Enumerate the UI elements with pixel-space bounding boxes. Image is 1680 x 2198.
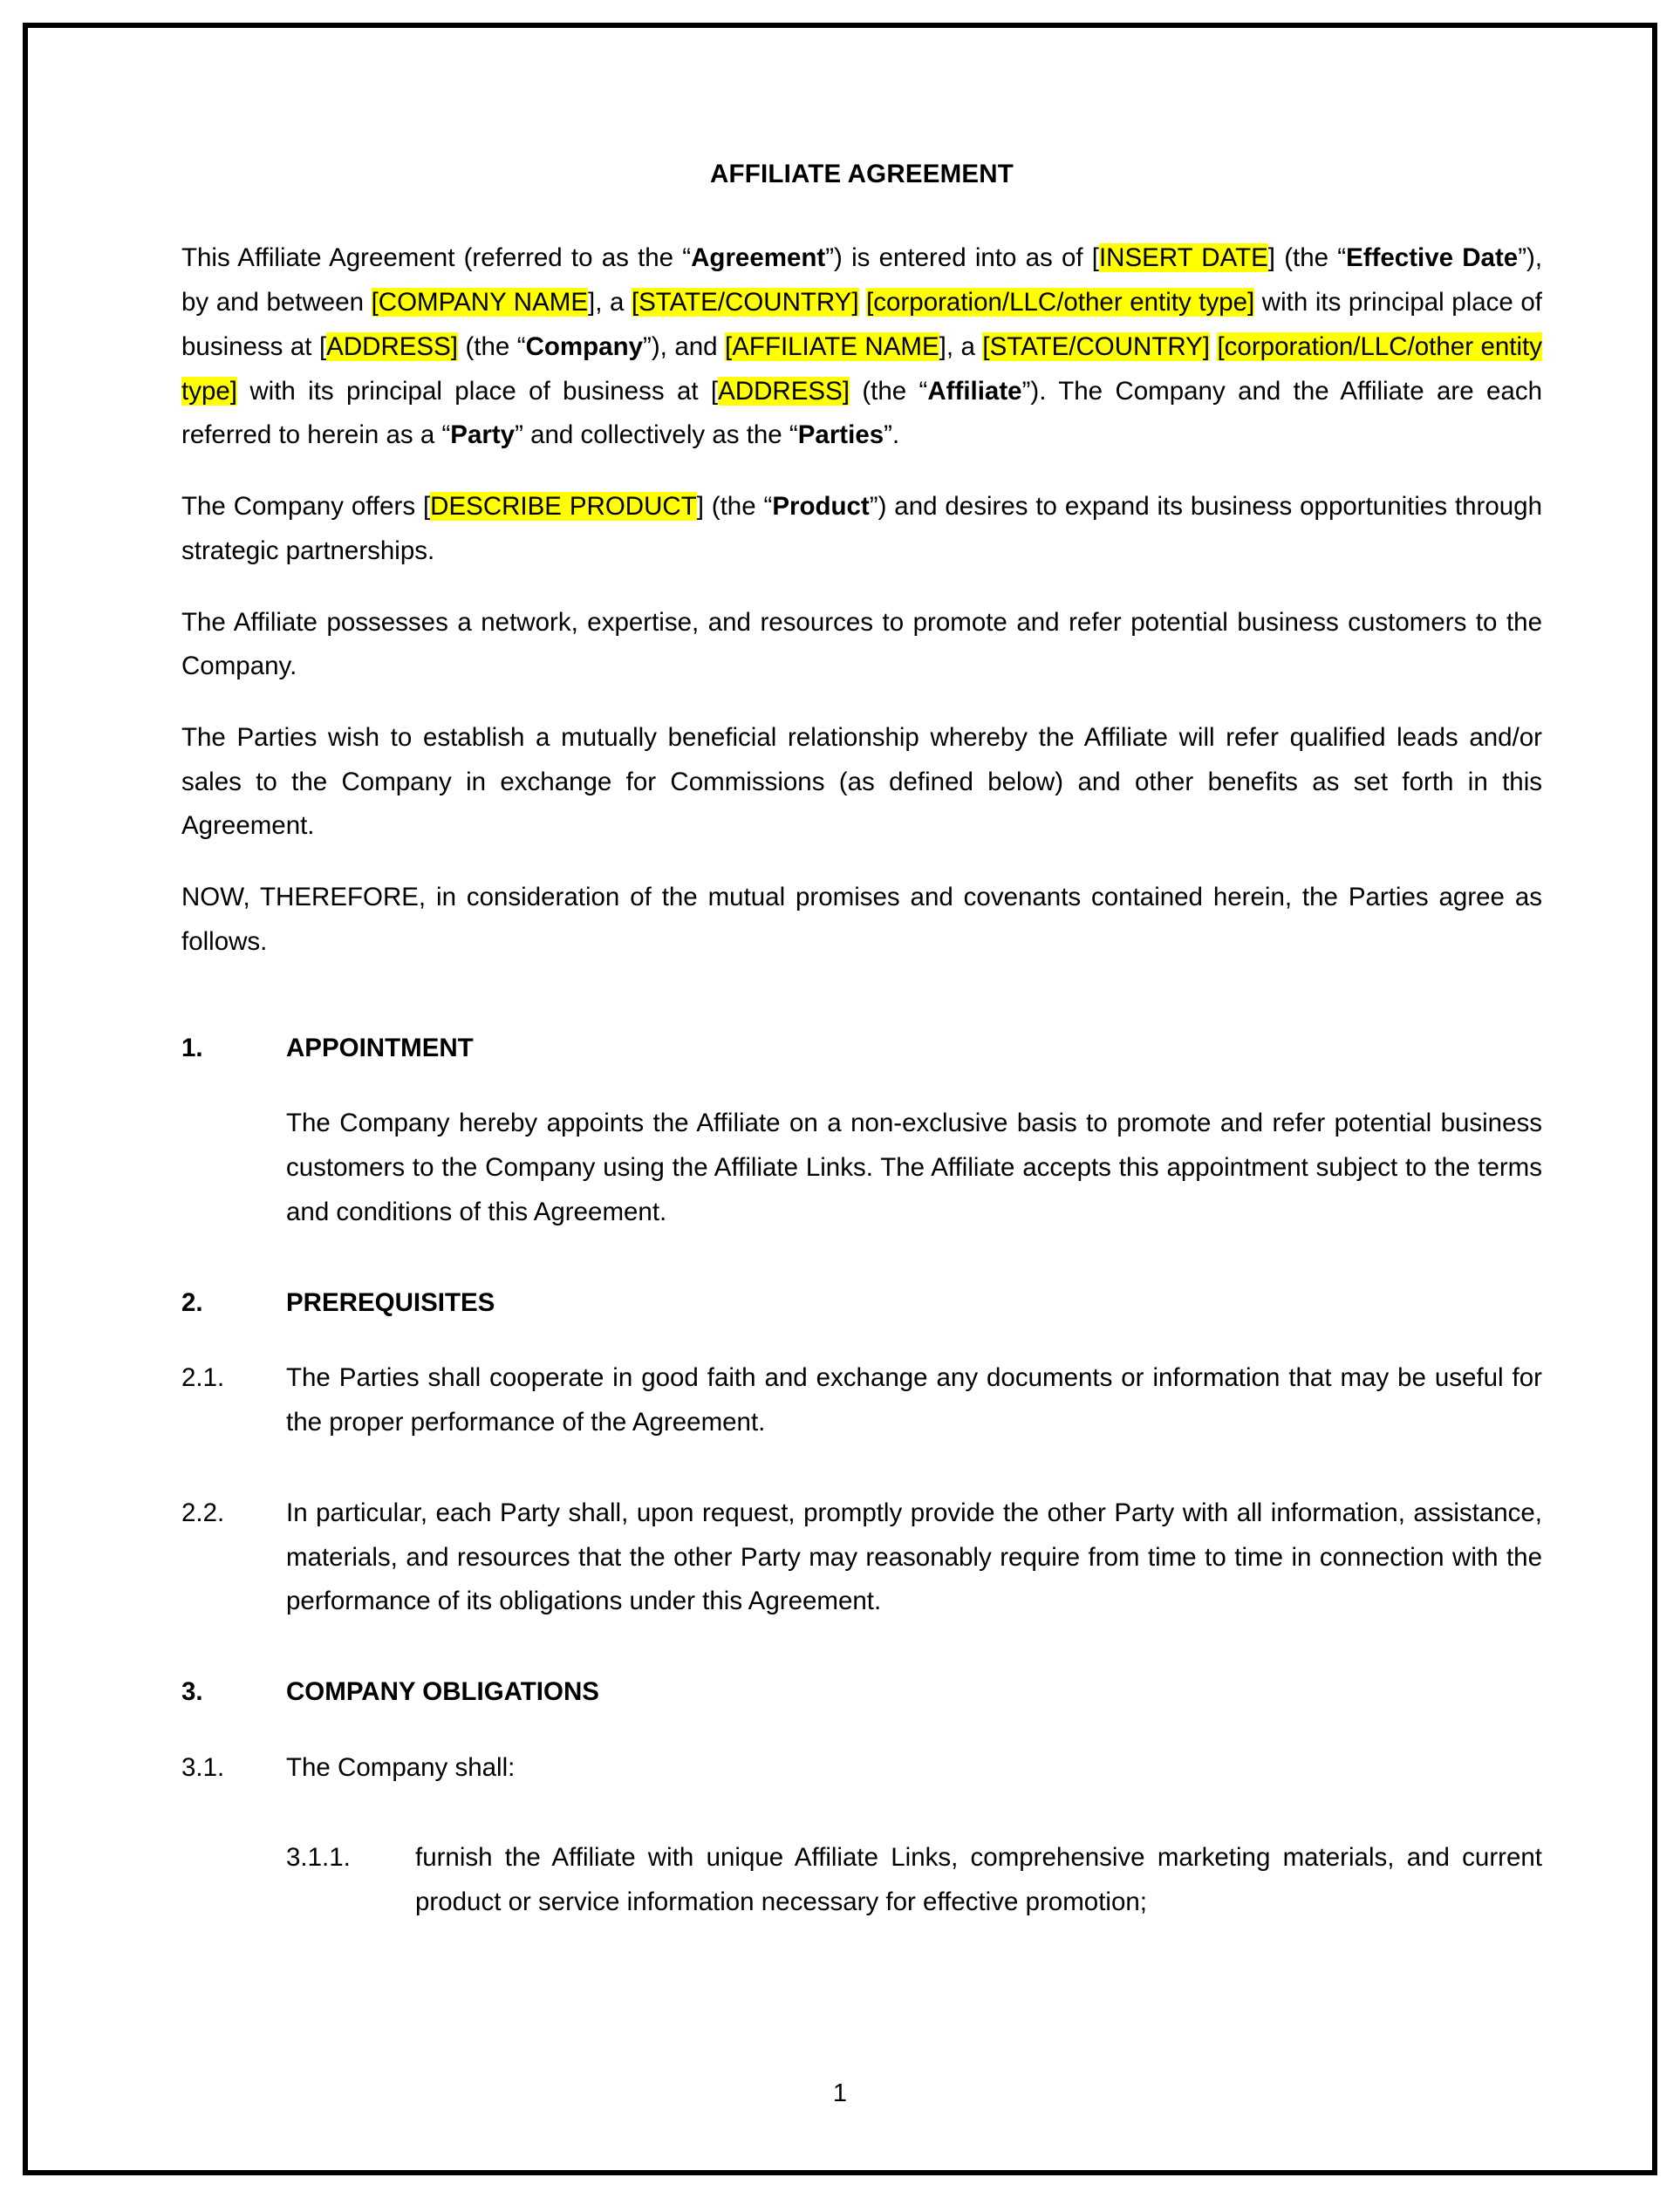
clause-spacer-1 <box>181 1082 1542 1102</box>
clause-heading-2 <box>181 1281 1542 1326</box>
clause-title-3: COMPANY OBLIGATIONS <box>286 1677 599 1707</box>
clause-number-2: 2. <box>181 1287 203 1317</box>
p1-seg-3: ] (the “ <box>1267 243 1347 273</box>
p1-seg-8: (the “ <box>458 331 526 361</box>
page-title: AFFILIATE AGREEMENT <box>710 160 1014 188</box>
page-number: 1 <box>832 2079 848 2107</box>
clause-item-number-2-1: 2.1. <box>181 1363 225 1393</box>
p1-seg-2: ”) is entered into as of [ <box>825 243 1099 273</box>
p2-seg-2: ] (the “ <box>696 492 773 522</box>
section-spacer-2 <box>181 1262 1542 1281</box>
clause-spacer-2 <box>181 1337 1542 1356</box>
clause-item-spacer-2-1 <box>181 1472 1542 1492</box>
p1-seg-5: ], a <box>588 288 632 317</box>
clause-title-2: PREREQUISITES <box>286 1287 495 1317</box>
p1-seg-6 <box>859 288 867 317</box>
p1-term-affiliate: Affiliate <box>927 376 1022 406</box>
placeholder-entity-type-1: [corporation/LLC/other entity type] <box>866 288 1255 317</box>
p1-seg-7: with its principal place of business at [ <box>181 288 1542 361</box>
p2-seg-3: ”) and desires to expand its business opportunities through strategic partnerships. <box>181 492 1542 565</box>
document-page-frame <box>23 23 1657 2175</box>
clause-heading-1 <box>181 1027 1542 1071</box>
clause-item-text-3-1: The Company shall: <box>286 1752 516 1782</box>
clause-item-2-1 <box>181 1356 1542 1444</box>
p1-seg-9: ”), and <box>643 331 726 361</box>
placeholder-insert-date: INSERT DATE <box>1098 243 1268 273</box>
clause-body-1: The Company hereby appoints the Affiliate on a non-exclusive basis to promote and refer potential business customers to the Company using the Affiliate Links. The Affiliate accepts this appointment subject to the terms and conditions of this Agreement. <box>286 1109 1542 1226</box>
clause-item-number-2-2: 2.2. <box>181 1498 225 1527</box>
p1-seg-1: This Affiliate Agreement (referred to as the “ <box>181 243 692 273</box>
preamble-paragraph-5: NOW, THEREFORE, in consideration of the mutual promises and covenants contained herein, the Parties agree as follows. <box>181 883 1542 956</box>
preamble-paragraph-4: The Parties wish to establish a mutually beneficial relationship whereby the Affiliate will refer qualified leads and/or sales to the Company in exchange for Commissions (as defined below) and other benefits as set forth in this Agreement. <box>181 723 1542 841</box>
p1-term-effective-date: Effective Date <box>1346 243 1519 273</box>
p1-term-parties: Parties <box>797 420 884 450</box>
placeholder-state-country-1: [STATE/COUNTRY] <box>631 288 859 317</box>
document-body <box>181 159 1542 2060</box>
preamble-paragraph-2 <box>181 485 1542 573</box>
p1-term-agreement: Agreement <box>691 243 826 273</box>
clause-heading-3 <box>181 1670 1542 1715</box>
placeholder-address-1: ADDRESS] <box>326 331 458 361</box>
p1-term-company: Company <box>525 331 644 361</box>
p2-seg-1: The Company offers [ <box>181 492 431 522</box>
placeholder-affiliate-name: [AFFILIATE NAME <box>725 331 939 361</box>
clause-item-2-2 <box>181 1492 1542 1624</box>
p1-seg-4: ”), by and between <box>181 243 1543 317</box>
clause-number-1: 1. <box>181 1033 203 1062</box>
p1-seg-14: ”). The Company and the Affiliate are each referred to herein as a “ <box>181 376 1542 450</box>
preamble-paragraph-3: The Affiliate possesses a network, expertise, and resources to promote and refer potential business customers to the Company. <box>181 607 1542 681</box>
p1-seg-13: (the “ <box>849 376 928 406</box>
p1-seg-10: ], a <box>939 331 983 361</box>
section-spacer <box>181 992 1542 1027</box>
placeholder-describe-product: DESCRIBE PRODUCT <box>430 492 697 522</box>
clause-item-number-3-1: 3.1. <box>181 1752 225 1782</box>
p1-seg-16: ”. <box>884 420 900 450</box>
p1-term-party: Party <box>450 420 516 450</box>
clause-spacer-3 <box>181 1727 1542 1746</box>
section-spacer-3 <box>181 1651 1542 1670</box>
placeholder-state-country-2: [STATE/COUNTRY] <box>982 331 1210 361</box>
subclause-spacer-3-1 <box>181 1817 1542 1836</box>
clause-item-text-2-1: The Parties shall cooperate in good faith and exchange any documents or information that may be useful for the proper performance of the Agreement. <box>286 1363 1542 1437</box>
clause-item-3-1 <box>181 1746 1542 1791</box>
p1-seg-15: ” and collectively as the “ <box>515 420 798 450</box>
subclause-text-3-1-1: furnish the Affiliate with unique Affiliate Links, comprehensive marketing materials, and current product or service information necessary for effective promotion; <box>415 1843 1542 1917</box>
clause-title-1: APPOINTMENT <box>286 1033 474 1062</box>
preamble-paragraph-1 <box>181 236 1542 458</box>
subclause-number-3-1-1: 3.1.1. <box>286 1843 351 1873</box>
clause-number-3: 3. <box>181 1677 203 1707</box>
placeholder-address-2: ADDRESS] <box>718 376 850 406</box>
p2-term-product: Product <box>772 492 870 522</box>
p1-seg-12: with its principal place of business at [ <box>236 376 719 406</box>
placeholder-company-name: [COMPANY NAME <box>371 288 589 317</box>
subclause-item-3-1-1 <box>286 1836 1542 1924</box>
clause-item-text-2-2: In particular, each Party shall, upon request, promptly provide the other Party with all information, assistance, materials, and resources that the other Party may reasonably require from time to time in connection with the performance of its obligations under this Agreement. <box>286 1498 1542 1616</box>
placeholder-entity-type-2: [corporation/LLC/other entity type] <box>181 331 1542 406</box>
